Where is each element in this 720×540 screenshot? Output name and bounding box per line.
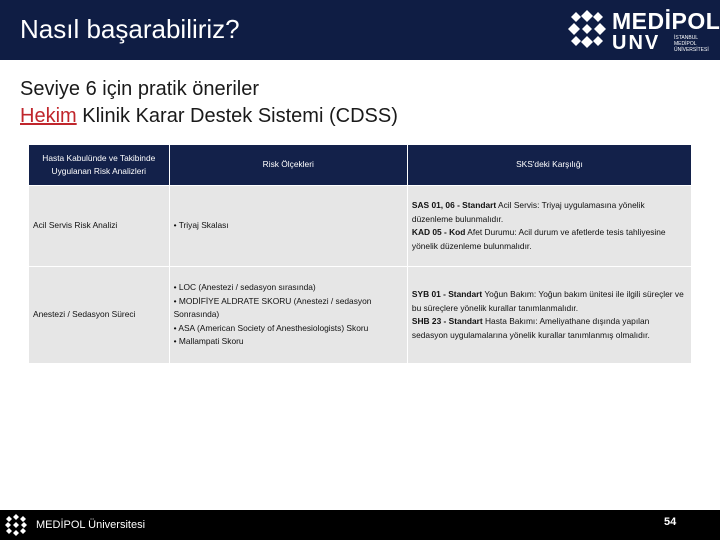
table-header-row (29, 145, 692, 186)
column-header-scales: Risk Ölçekleri (169, 145, 407, 186)
scale-item: • MODİFİYE ALDRATE SKORU (Anestezi / sedasyon Sonrasında) (173, 295, 372, 320)
footer-text: MEDİPOL Üniversitesi (36, 519, 146, 531)
sks-text: Afet Durumu: Acil durum ve afetlerde tesis tahliyesine yönelik düzenleme bulunmalıdır. (411, 227, 666, 251)
column-header-sks: SKS'deki Karşılığı (407, 145, 691, 186)
sks-text: Yoğun Bakım: Yoğun bakım ünitesi ile ilgili süreçler ve bu süreçlere yönelik kurallar tanımlanmalıdır. (411, 289, 684, 313)
sks-item (412, 315, 687, 342)
subtitle-cdss-rest: Klinik Karar Destek Sistemi (CDSS) (76, 105, 398, 127)
medipol-logo-icon (566, 8, 608, 50)
sks-code: SAS 01, 06 - Standart (411, 200, 497, 210)
scale-item: • LOC (Anestezi / sedasyon sırasında) (173, 282, 316, 293)
medipol-logo (566, 2, 718, 58)
scale-item: • Triyaj Skalası (173, 220, 229, 231)
sks-code: SYB 01 - Standart (411, 289, 483, 299)
subtitle-cdss (20, 105, 398, 128)
risk-table (28, 144, 692, 364)
sks-code: SHB 23 - Standart (411, 316, 483, 326)
sks-text: Hasta Bakımı: Ameliyathane dışında yapılan sedasyon uygulamalarına yönelik kurallar tanımlanmış olmalıdır. (411, 316, 650, 340)
slide-footer (0, 510, 720, 540)
logo-unv: UNV (612, 32, 661, 54)
table-row (29, 186, 692, 267)
table-cell-scales (169, 267, 407, 364)
table-cell-scales (169, 186, 407, 267)
slide-title: Nasıl başarabiliriz? (20, 14, 240, 44)
sks-item (412, 199, 687, 226)
sks-item (412, 226, 687, 253)
page-number: 54 (664, 516, 677, 528)
column-header-analysis: Hasta Kabulünde ve Takibinde Uygulanan Risk Analizleri (29, 145, 170, 186)
slide-header (0, 0, 720, 60)
sks-text: Acil Servis: Triyaj uygulamasına yönelik düzenleme bulunmalıdır. (411, 200, 645, 224)
logo-wordmark: MEDİPOL (612, 8, 720, 34)
logo-subtext: İSTANBUL MEDİPOL ÜNİVERSİTESİ (674, 35, 709, 53)
table-cell-sks (407, 267, 691, 364)
scale-item: • ASA (American Society of Anesthesiologists) Skoru (173, 322, 369, 333)
footer-logo-icon (4, 513, 28, 537)
table-cell-sks (407, 186, 691, 267)
scale-item: • Mallampati Skoru (173, 336, 244, 347)
sks-item (412, 288, 687, 315)
table-cell-analysis: Anestezi / Sedasyon Süreci (29, 267, 170, 364)
sks-code: KAD 05 - Kod (411, 227, 466, 237)
hekim-link[interactable]: Hekim (20, 105, 77, 127)
table-row (29, 267, 692, 364)
table-cell-analysis: Acil Servis Risk Analizi (29, 186, 170, 267)
subtitle: Seviye 6 için pratik öneriler (20, 78, 259, 100)
